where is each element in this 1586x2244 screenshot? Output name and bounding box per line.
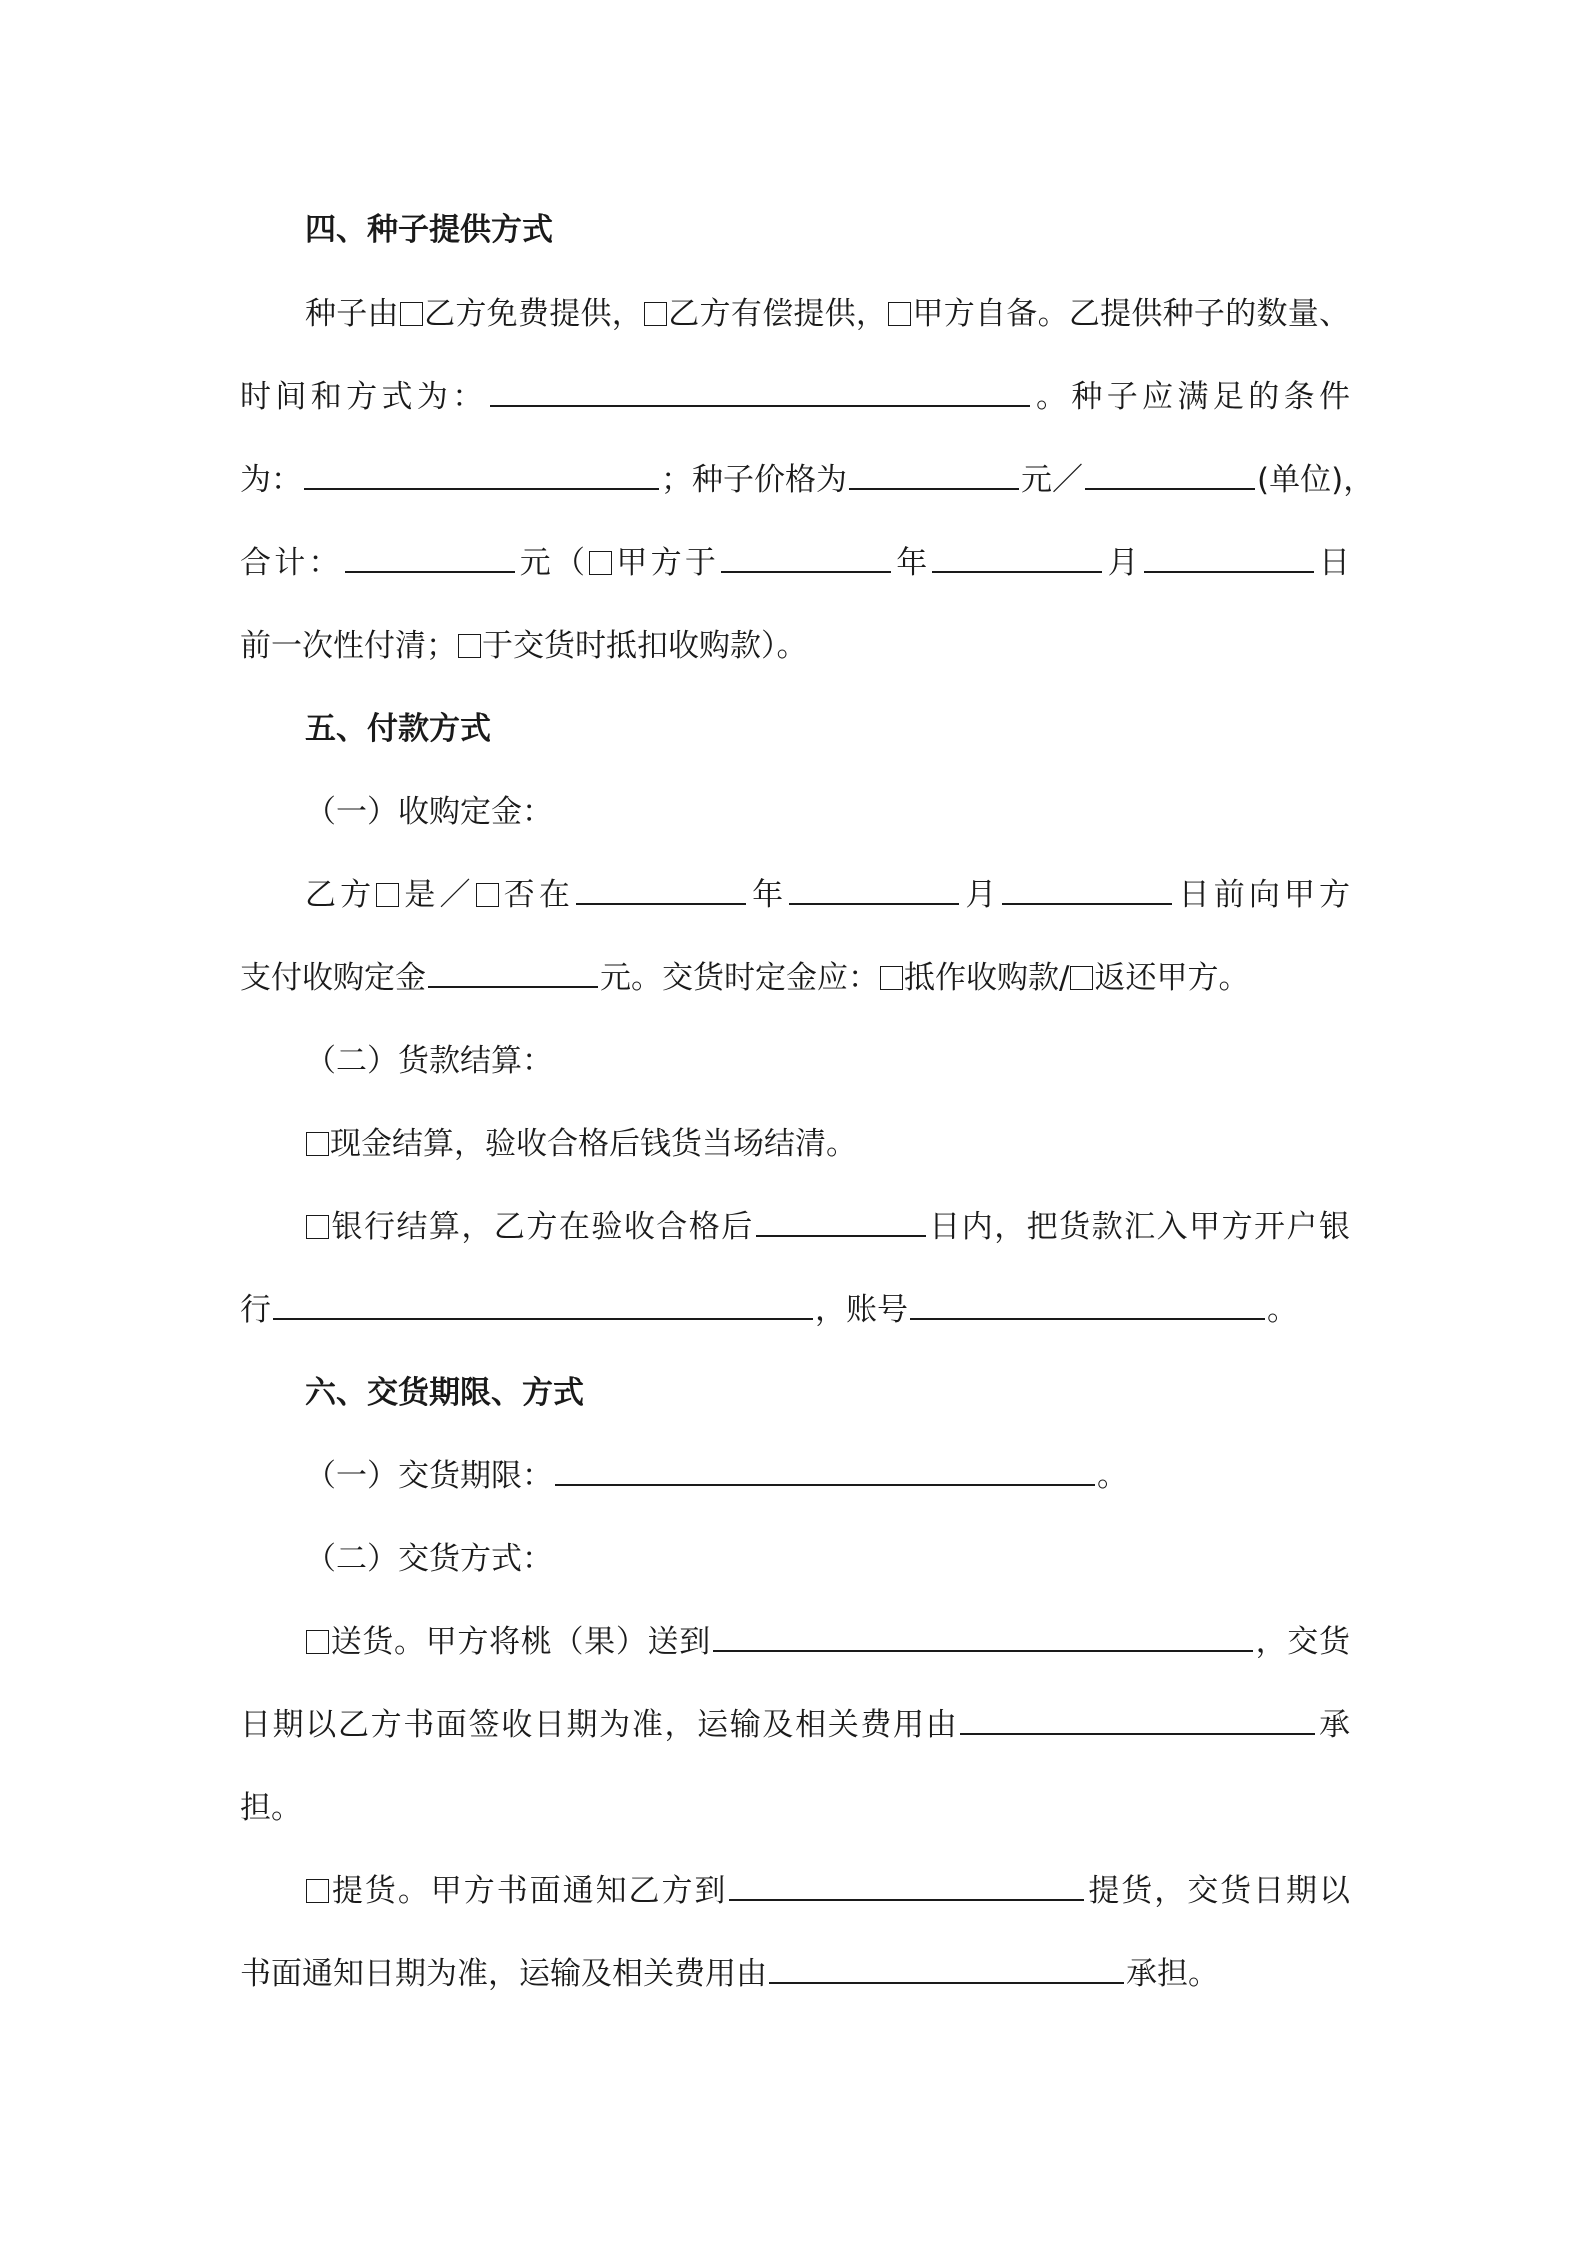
bank-name-blank[interactable] [273,1290,813,1320]
sec4-line-2: 时间和方式为： 。种子应满足的条件 [240,379,1350,415]
checkbox-deduct-on-delivery[interactable] [458,634,481,658]
sec5-line-3: 现金结算，验收合格后钱货当场结清。 [305,1122,1350,1166]
seed-price-blank[interactable] [849,460,1019,490]
seed-quantity-blank[interactable] [490,377,1030,407]
deposit-amount-blank[interactable] [428,958,598,988]
checkbox-party-a-pay[interactable] [589,551,612,575]
sec5-sub-1: （一）收购定金： [305,794,553,830]
sec5-line-5: 行 ，账号 。 [240,1292,1298,1328]
sec6-sub-1: （一）交货期限： 。 [305,1458,1128,1494]
delivery-deadline-blank[interactable] [555,1456,1095,1486]
bank-days-blank[interactable] [756,1207,926,1237]
pickup-cost-bearer-blank[interactable] [769,1954,1124,1984]
checkbox-cash-settlement[interactable] [306,1132,329,1156]
pay-year-blank[interactable] [721,543,891,573]
checkbox-deposit-as-payment[interactable] [880,966,903,990]
pay-day-blank[interactable] [1144,543,1314,573]
sec4-line-3: 为： ；种子价格为 元／ (单位)， [240,462,1375,498]
delivery-destination-blank[interactable] [713,1622,1253,1652]
checkbox-deposit-return[interactable] [1070,966,1093,990]
checkbox-free-supply[interactable] [400,302,423,326]
sec4-line-5: 前一次性付清； 于交货时抵扣收购款）。 [240,628,808,664]
sec6-line-5: 书面通知日期为准，运输及相关费用由 承担。 [240,1956,1219,1992]
checkbox-deposit-no[interactable] [476,883,499,907]
delivery-cost-bearer-blank[interactable] [960,1705,1315,1735]
checkbox-delivery[interactable] [306,1630,329,1654]
sec5-line-2: 支付收购定金 元。交货时定金应： 抵作收购款/ 返还甲方。 [240,960,1250,996]
checkbox-paid-supply[interactable] [644,302,667,326]
pay-month-blank[interactable] [932,543,1102,573]
section-4-heading: 四、种子提供方式 [305,212,553,248]
sec4-line-4: 合计： 元（ 甲方于 年 月 日 [240,545,1351,581]
checkbox-self-prepared[interactable] [888,302,911,326]
sec5-sub-2: （二）货款结算： [305,1043,553,1079]
sec5-line-4: 银行结算，乙方在验收合格后 日内，把货款汇入甲方开户银 [305,1205,1350,1249]
checkbox-deposit-yes[interactable] [376,883,399,907]
pickup-location-blank[interactable] [729,1871,1084,1901]
seed-unit-blank[interactable] [1085,460,1255,490]
checkbox-bank-settlement[interactable] [306,1215,329,1239]
deposit-year-blank[interactable] [576,875,746,905]
sec4-line-1: 种子由 乙方免费提供， 乙方有偿提供， 甲方自备。乙提供种子的数量、 [305,296,1351,332]
seed-total-blank[interactable] [345,543,515,573]
checkbox-pickup[interactable] [306,1879,329,1903]
deposit-day-blank[interactable] [1002,875,1172,905]
sec5-line-1: 乙方 是／ 否在 年 月 日前向甲方 [305,877,1351,913]
section-5-heading: 五、付款方式 [305,711,491,747]
section-6-heading: 六、交货期限、方式 [305,1375,584,1411]
sec6-line-3: 担。 [240,1790,302,1826]
seed-condition-blank[interactable] [304,460,659,490]
deposit-month-blank[interactable] [789,875,959,905]
account-number-blank[interactable] [910,1290,1265,1320]
sec6-line-4: 提货。甲方书面通知乙方到 提货，交货日期以 [305,1869,1350,1913]
sec6-line-2: 日期以乙方书面签收日期为准，运输及相关费用由 承 [240,1707,1351,1743]
sec6-line-1: 送货。甲方将桃（果）送到 ，交货 [305,1620,1350,1664]
sec6-sub-2: （二）交货方式： [305,1541,553,1577]
